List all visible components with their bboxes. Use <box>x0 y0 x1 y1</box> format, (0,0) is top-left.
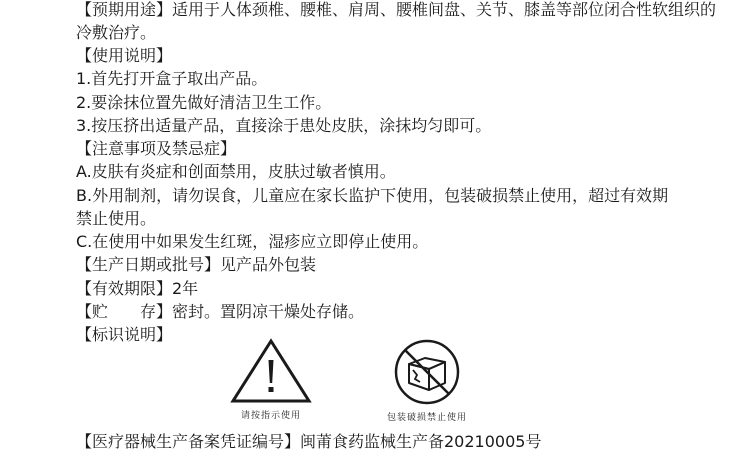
storage-text: 【贮 存】密封。置阴凉干燥处存储。 <box>76 302 365 321</box>
no-damaged-package-icon <box>393 338 461 406</box>
precaution-b-cont: 禁止使用。 <box>76 209 157 228</box>
precaution-a: A.皮肤有炎症和创面禁用，皮肤过敏者慎用。 <box>76 162 396 181</box>
symbol-caption-damaged: 包装破损禁止使用 <box>386 413 467 423</box>
usage-heading: 【使用说明】 <box>76 46 173 65</box>
precaution-b: B.外用制剂，请勿误食，儿童应在家长监护下使用，包装破损禁止使用，超过有效期 <box>76 186 669 205</box>
validity-text: 【有效期限】2年 <box>76 279 199 298</box>
production-date-text: 【生产日期或批号】见产品外包装 <box>76 255 317 274</box>
usage-step-1: 1.首先打开盒子取出产品。 <box>76 69 268 88</box>
symbol-damaged-package <box>352 338 502 424</box>
symbol-caption-instructions: 请按指示使用 <box>240 411 301 421</box>
warning-triangle-icon <box>230 338 312 404</box>
usage-step-2: 2.要涂抹位置先做好清洁卫生工作。 <box>76 93 332 112</box>
intended-use-text-cont: 冷敷治疗。 <box>76 23 157 42</box>
symbol-follow-instructions <box>196 338 346 422</box>
symbol-legend-heading: 【标识说明】 <box>76 325 173 344</box>
precautions-heading: 【注意事项及禁忌症】 <box>76 139 237 158</box>
precaution-c: C.在使用中如果发生红斑，湿疹应立即停止使用。 <box>76 232 429 251</box>
registration-number-text: 【医疗器械生产备案凭证编号】闽莆食药监械生产备20210005号 <box>76 432 542 451</box>
usage-step-3: 3.按压挤出适量产品，直接涂于患处皮肤，涂抹均匀即可。 <box>76 116 492 135</box>
intended-use-text: 【预期用途】适用于人体颈椎、腰椎、肩周、腰椎间盘、关节、膝盖等部位闭合性软组织的 <box>76 0 717 19</box>
